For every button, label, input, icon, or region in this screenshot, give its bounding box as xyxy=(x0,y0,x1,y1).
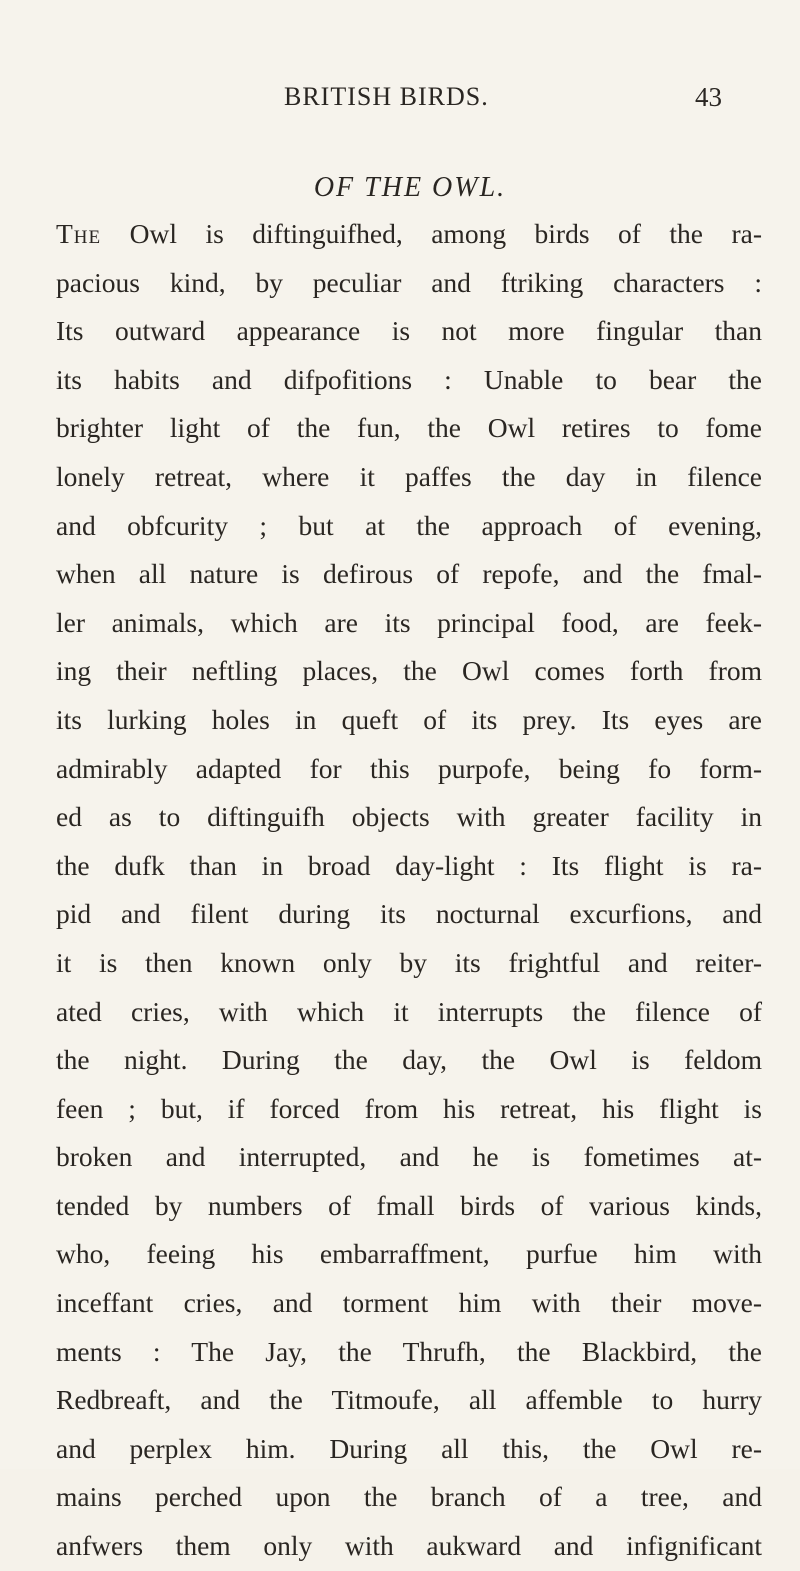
text-line: mains perched upon the branch of a tree, and xyxy=(56,1481,762,1513)
text-line: the night. During the day, the Owl is feldom xyxy=(56,1044,762,1076)
text-line: brighter light of the fun, the Owl retires to fome xyxy=(56,412,762,444)
text-line: ated cries, with which it interrupts the filence of xyxy=(56,995,762,1027)
lead-word: The xyxy=(56,218,102,249)
text-line: who, feeing his embarraffment, purfue him with xyxy=(56,1238,762,1270)
body-paragraph xyxy=(56,210,762,1571)
page-number: 43 xyxy=(695,82,722,112)
page-header xyxy=(0,82,800,122)
text-line: and obfcurity ; but at the approach of evening, xyxy=(56,509,762,541)
text-line: anfwers them only with aukward and infignificant xyxy=(56,1530,762,1562)
text-line: when all nature is defirous of repofe, and the fmal- xyxy=(56,558,762,590)
text-line: its habits and difpofitions : Unable to bear the xyxy=(56,363,762,395)
text-line: broken and interrupted, and he is fometimes at- xyxy=(56,1141,762,1173)
text-line: Its outward appearance is not more fingular than xyxy=(56,315,762,347)
text-line: lonely retreat, where it paffes the day in filence xyxy=(56,460,762,492)
text-line: its lurking holes in queft of its prey. Its eyes are xyxy=(56,703,762,735)
text-line: and perplex him. During all this, the Owl re- xyxy=(56,1432,762,1464)
text-line: ler animals, which are its principal food, are feek- xyxy=(56,606,762,638)
text-line: it is then known only by its frightful and reiter- xyxy=(56,946,762,978)
text-line xyxy=(56,210,762,259)
text-line: the dufk than in broad day-light : Its flight is ra- xyxy=(56,849,762,881)
text-line: tended by numbers of fmall birds of various kinds, xyxy=(56,1189,762,1221)
running-head: BRITISH BIRDS. xyxy=(284,82,489,111)
text-line: admirably adapted for this purpofe, being fo form- xyxy=(56,752,762,784)
text-line: pid and filent during its nocturnal excurfions, and xyxy=(56,898,762,930)
chapter-title: OF THE OWL. xyxy=(313,172,507,203)
text-line: Redbreaft, and the Titmoufe, all affemble to hurry xyxy=(56,1384,762,1416)
text-line: feen ; but, if forced from his retreat, his flight is xyxy=(56,1092,762,1124)
text-line-content: Owl is diftinguifhed, among birds of the ra- xyxy=(129,218,763,249)
text-line: inceffant cries, and torment him with their move- xyxy=(56,1287,762,1319)
text-line: ments : The Jay, the Thrufh, the Blackbird, the xyxy=(56,1335,762,1367)
text-line: ed as to diftinguifh objects with greater facility in xyxy=(56,801,762,833)
text-line: ing their neftling places, the Owl comes forth from xyxy=(56,655,762,687)
text-line: pacious kind, by peculiar and ftriking characters : xyxy=(56,266,762,298)
